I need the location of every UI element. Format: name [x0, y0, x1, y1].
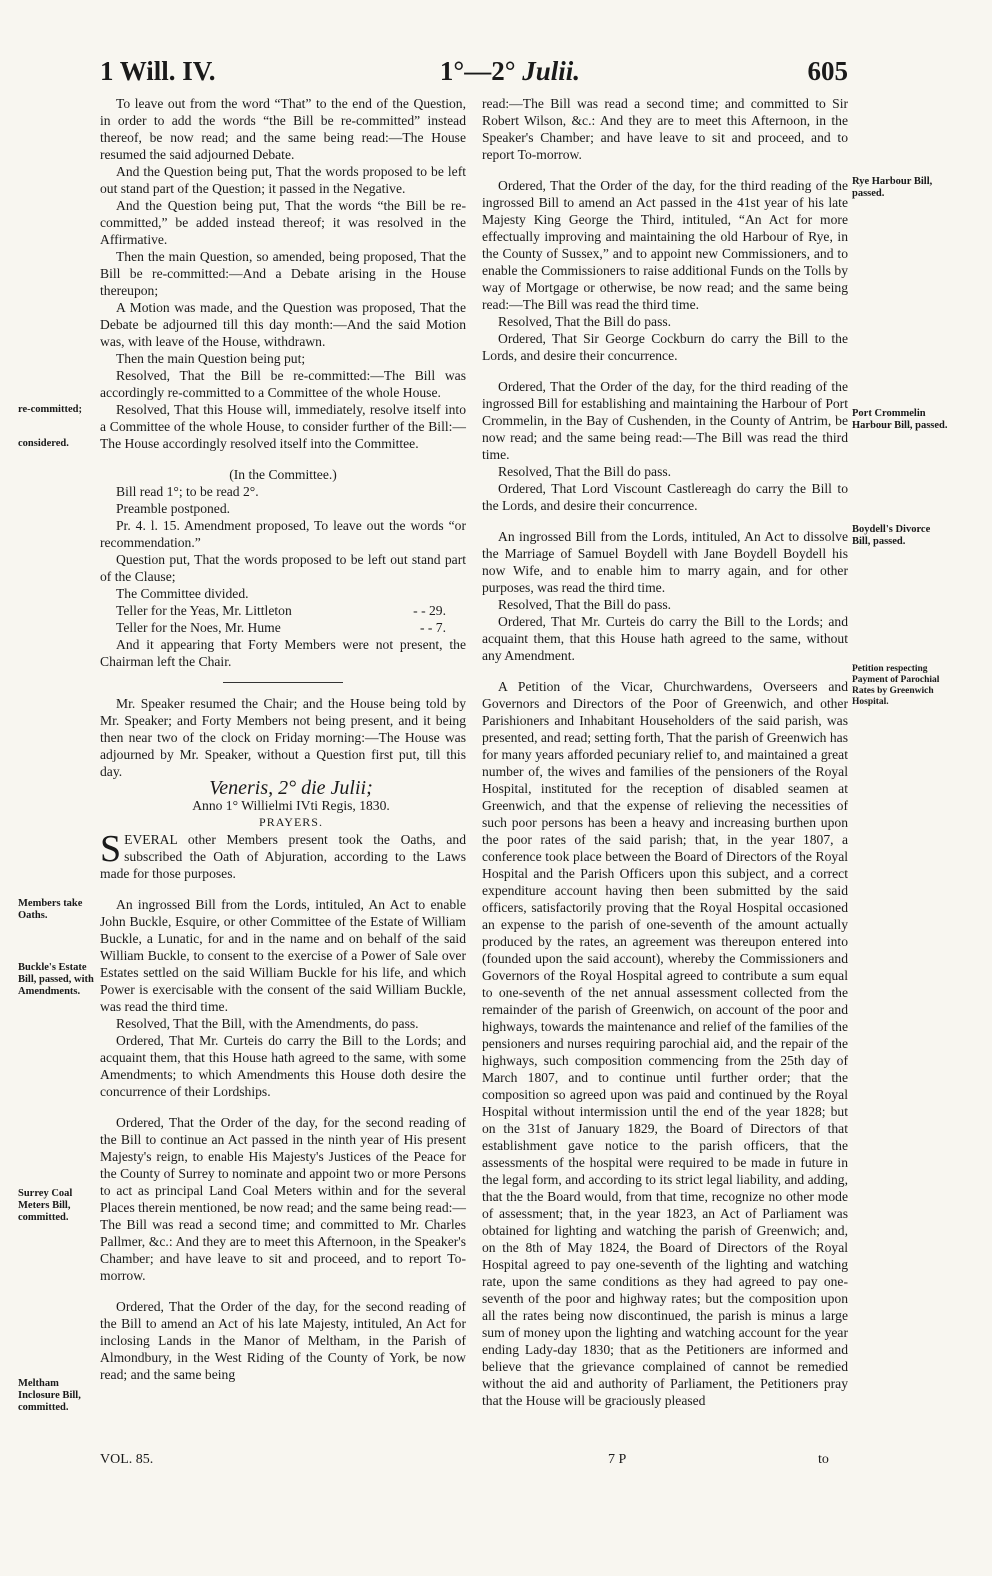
paragraph: Resolved, That the Bill do pass. [498, 464, 672, 479]
paragraph: Mr. Speaker resumed the Chair; and the House being told by Mr. Speaker; and Forty Members not being present, and it being then near two of the clock on Friday morning:—The House was adjourned by Mr. Speaker, without a Question first put, till this day. [100, 696, 466, 779]
paragraph: To leave out from the word “That” to the end of the Question, in order to add the words “the Bill be re-committed” instead thereof, be now read; and the same being read:—The House resumed the said adjourned Debate. [100, 96, 466, 162]
paragraph: An ingrossed Bill from the Lords, intituled, An Act to enable John Buckle, Esquire, or other Committee of the Estate of William Buckle, a Lunatic, for and in the name and on behalf of the said William Buckle, to consent to the exercise of a Power of Sale over Estates settled on the said William Buckle for his life, and which Power is exercisable with the consent of the said William Buckle, was read the third time. [100, 897, 466, 1014]
paragraph: Ordered, That Lord Viscount Castlereagh do carry the Bill to the Lords, and desire their concurrence. [482, 481, 848, 513]
paragraph-text: EVERAL other Members present took the Oaths, and subscribed the Oath of Abjuration, according to the Laws made for those purposes. [100, 832, 466, 881]
volume-label: VOL. 85. [100, 1452, 154, 1467]
paragraph: Ordered, That the Order of the day, for the third reading of the ingrossed Bill to amend an Act passed in the 41st year of his late Majesty King George the Third, intituled, “An Act for more effectually improving and maintaining the old Harbour of Rye, in the County of Sussex,” and to appoint new Commissioners, and to enable the Commissioners to raise additional Funds on the Tolls by way of Mortgage or otherwise, be now read; and the same being read:—The Bill was read the third time. [482, 178, 848, 312]
divider [223, 682, 343, 683]
committee-line: The Committee divided. [116, 586, 249, 601]
page-number: 605 [807, 56, 848, 86]
paragraph: Ordered, That Mr. Curteis do carry the Bill to the Lords; and acquaint them, that this House hath agreed to the same, without any Amendment. [482, 614, 848, 663]
header-date [400, 56, 620, 87]
paragraph: A Petition of the Vicar, Churchwardens, Overseers and Governors and Directors of the Poor of Greenwich, and other Parishioners and Inhabitant Householders of the said parish, was presented, and read; setting forth, That the parish of Greenwich has for many years afforded pecuniary relief to, and maintained a great number of, the wives and families of the pensioners of the Royal Hospital, instituted for the reception of disabled seamen at Greenwich, and that the expense of relieving the necessities of such poor persons has been a heavy and increasing burthen upon the poor rates of the said parish; that, in the year 1807, a conference took place between the Board of Directors of the Royal Hospital and the Parish Officers upon this subject, and a correct expenditure account having then been submitted by the said officers, satisfactorily proving that the Royal Hospital occasioned an expense to the parish of one-seventh of the amount actually produced by the rates, an agreement was thereupon entered into (founded upon the said account), whereby the Commissioners and Governors of the Royal Hospital agreed to contribute a sum equal to one-seventh of the net annual assessment collected from the remainder of the parish of Greenwich, on account of the poor and highways, towards the maintenance and relief of the families of the pensioners and nurses requiring parochial aid, and the repair of the highways, such composition commencing from the 25th day of March 1807, and to continue until further order; that the composition so agreed upon was paid and continued by the Royal Hospital without intermission until the end of the year 1828; but on the 31st of January 1829, the Board of Directors of that establishment gave notice to the parish officers, that the assessments of the hospital were required to be made in future in the legal form, and according to its strict legal liability, and adding, that the the Board would, from that time, recognize no other mode of assessment; that, in the year 1823, an Act of Parliament was obtained for lighting and watching the parish of Greenwich; and, on the 8th of May 1824, the Board of Directors of the Royal Hospital agreed to pay one-seventh of the lighting and watching rate, upon the same conditions as they had agreed to pay one-seventh of the poor and highway rates; but the composition upon all the rates being now discontinued, the parish is minus a large sum of money upon the lighting and watching account for the year ending Lady-day 1830; that as the Petitioners are informed and believe that the grievance complained of cannot be remedied without the aid and authority of Parliament, the Petitioners pray that the House will be graciously pleased [482, 679, 848, 1408]
committee-line: And it appearing that Forty Members were not present, the Chairman left the Chair. [100, 637, 466, 669]
paragraph-dropcap [100, 828, 466, 882]
margin-note-petition: Petition respecting Payment of Parochial Rates by Greenwich Hospital. [852, 664, 940, 707]
left-column [100, 95, 466, 1383]
section-subtitle: Anno 1° Willielmi IVti Regis, 1830. [192, 798, 390, 813]
margin-note-boydell: Boydell's Divorce Bill, passed. [852, 524, 931, 547]
paragraph: And the Question being put, That the words proposed to be left out stand part of the Question; it passed in the Negative. [100, 164, 466, 196]
teller-yeas [116, 602, 446, 619]
header-regnal-year: 1 Will. IV. [100, 56, 216, 86]
paragraph: Ordered, That Sir George Cockburn do carry the Bill to the Lords, and desire their concurrence. [482, 331, 848, 363]
page-header [100, 56, 848, 96]
margin-note-buckle: Buckle's Estate Bill, passed, with Amendments. [18, 962, 94, 997]
margin-note-recommitted: re-committed; [18, 404, 82, 415]
paragraph: Then the main Question, so amended, being proposed, That the Bill be re-committed:—And a Debate arising in the House thereupon; [100, 249, 466, 298]
paragraph: Ordered, That the Order of the day, for the second reading of the Bill to amend an Act of his late Majesty, intituled, An Act for inclosing Lands in the Manor of Meltham, in the Parish of Almondbury, in the West Riding of the County of York, be now read; and the same being [100, 1299, 466, 1382]
paragraph: Resolved, That the Bill, with the Amendments, do pass. [116, 1016, 419, 1031]
catchword: to [818, 1452, 829, 1467]
paragraph: Resolved, That this House will, immediately, resolve itself into a Committee of the whole House, to consider further of the Bill:—The House accordingly resolved itself into the Committee. [100, 402, 466, 451]
paragraph: Resolved, That the Bill do pass. [498, 314, 672, 329]
committee-line: Bill read 1°; to be read 2°. [116, 484, 259, 499]
header-date-month: Julii. [522, 56, 581, 86]
signature-mark: 7 P [608, 1452, 627, 1467]
drop-cap-letter: S [100, 828, 122, 870]
margin-note-port: Port Crommelin Harbour Bill, passed. [852, 408, 948, 431]
right-column [482, 95, 848, 1409]
paragraph: Ordered, That the Order of the day, for the second reading of the Bill to continue an Act passed in the ninth year of His present Majesty's reign, to enable His Majesty's Justices of the Peace for the County of Surrey to nominate and appoint two or more Persons to act as principal Land Coal Meters within and for the several Places therein mentioned, be now read; and the same being read:—The Bill was read a second time; and committed to Mr. Charles Pallmer, &c.: And they are to meet this Afternoon, in the Speaker's Chamber; and have leave to sit and proceed, and to report To-morrow. [100, 1115, 466, 1283]
teller-noes [116, 619, 446, 636]
committee-line: Question put, That the words proposed to be left out stand part of the Clause; [100, 552, 466, 584]
committee-line: Preamble postponed. [116, 501, 231, 516]
paragraph: Resolved, That the Bill be re-committed:—The Bill was accordingly re-committed to a Committee of the whole House. [100, 368, 466, 400]
section-title: Veneris, 2° die Julii; [209, 777, 373, 799]
committee-line: Pr. 4. l. 15. Amendment proposed, To leave out the words “or recommendation.” [100, 518, 466, 550]
prayers-heading: PRAYERS. [259, 815, 323, 829]
margin-note-rye: Rye Harbour Bill, passed. [852, 176, 933, 199]
margin-note-meltham: Meltham Inclosure Bill, committed. [18, 1378, 81, 1413]
margin-note-considered: considered. [18, 438, 69, 449]
paragraph: Then the main Question being put; [116, 351, 306, 366]
committee-heading: (In the Committee.) [229, 467, 337, 482]
paragraph: Ordered, That the Order of the day, for the third reading of the ingrossed Bill for establishing and maintaining the Harbour of Port Crommelin, in the Bay of Cushenden, in the County of Antrim, be now read; and the same being read:—The Bill was read the third time. [482, 379, 848, 462]
teller-noes-label: Teller for the Noes, Mr. Hume [116, 620, 281, 635]
paragraph: And the Question being put, That the words “the Bill be re-committed,” be added instead thereof; it was resolved in the Affirmative. [100, 198, 466, 247]
paragraph: Resolved, That the Bill do pass. [498, 597, 672, 612]
paragraph: An ingrossed Bill from the Lords, intituled, An Act to dissolve the Marriage of Samuel Boydell with Jane Boydell Boydell his now Wife, and to enable him to marry again, and for other purposes, was read the third time. [482, 529, 848, 595]
paragraph: A Motion was made, and the Question was proposed, That the Debate be adjourned till this day month:—And the said Motion was, with leave of the House, withdrawn. [100, 300, 466, 349]
teller-noes-count: - - 7. [419, 620, 446, 635]
header-date-days: 1°—2° [439, 56, 516, 86]
margin-note-members-oaths: Members take Oaths. [18, 898, 83, 921]
paragraph: Ordered, That Mr. Curteis do carry the Bill to the Lords; and acquaint them, that this House hath agreed to the same, with some Amendments; to which Amendments this House doth desire the concurrence of their Lordships. [100, 1033, 466, 1099]
margin-note-surrey: Surrey Coal Meters Bill, committed. [18, 1188, 73, 1223]
paragraph: read:—The Bill was read a second time; and committed to Sir Robert Wilson, &c.: And they are to meet this Afternoon, in the Speaker's Chamber; and have leave to sit and proceed, and to report To-morrow. [482, 96, 848, 162]
teller-yeas-count: - - 29. [413, 603, 446, 618]
teller-yeas-label: Teller for the Yeas, Mr. Littleton [116, 603, 292, 618]
